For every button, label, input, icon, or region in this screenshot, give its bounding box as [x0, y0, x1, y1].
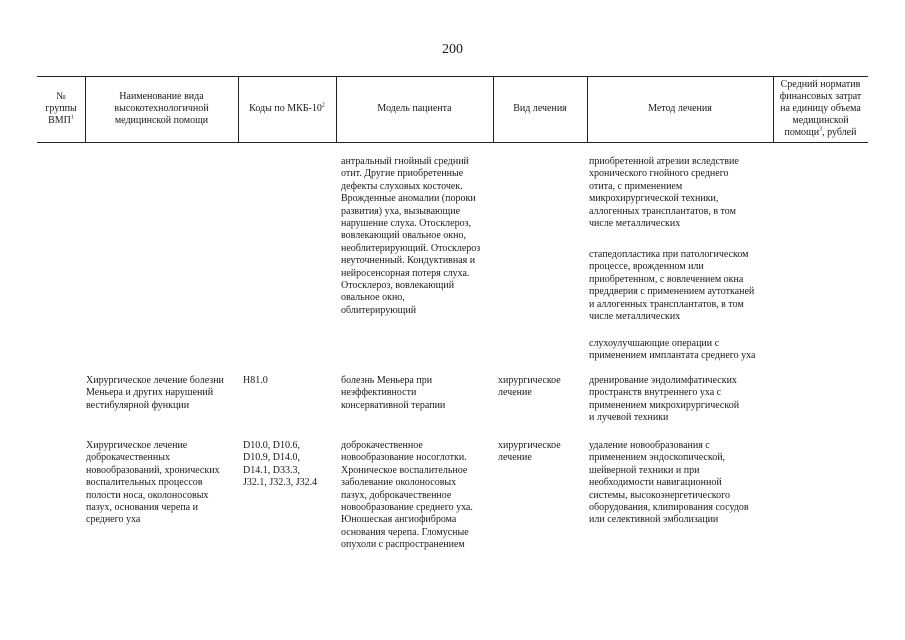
row2-patient-model: болезнь Меньера при неэффективности консервативной терапии — [341, 375, 446, 411]
row1-method-1: приобретенной атрезии вследствие хронического гнойного среднего отита, с применением микрохирургической техники, аллогенных трансплантатов, в том числе металлических — [589, 156, 739, 230]
row2-icd-codes: H81.0 — [243, 375, 268, 386]
row2-care-type: Хирургическое лечение болезни Меньера и других нарушений вестибулярной функции — [86, 375, 224, 411]
header-bottom-border — [37, 142, 868, 143]
row1-patient-model: антральный гнойный средний отит. Другие приобретенные дефекты слуховых косточек. Врожденные аномалии (пороки развития) уха, вызывающие нарушение слуха. Отосклероз, вовлекающий овальное окно, необлитерирующий. Отосклероз неуточненный. Кондуктивная и нейросенсорная потеря слуха. Отосклероз, вовлекающий овальное окно, облитерирующий — [341, 156, 481, 316]
row2-method-1: дренирование эндолимфатических пространств внутреннего уха с применением микрохирургической и лучевой техники — [589, 375, 740, 424]
table-header — [37, 76, 868, 142]
header-col-treatment-method: Метод лечения — [648, 103, 712, 114]
row3-method-1: удаление новообразования с применением эндоскопической, шейверной техники и при необходимости навигационной системы, высокоэнергетического оборудования, клипирования сосудов или селективной эмболизации — [589, 440, 749, 526]
header-col-icd-codes: Коды по МКБ-$10^2$ — [249, 102, 325, 114]
row3-care-type: Хирургическое лечение доброкачественных новообразований, хронических воспалительных процессов полости носа, околоносовых пазух, основания черепа и среднего уха — [86, 440, 220, 526]
header-col-cost-norm: Средний норматив финансовых затрат на единицу объема медицинской помощи$^3$, рублей — [779, 79, 862, 138]
header-col-treatment-type: Вид лечения — [513, 103, 567, 114]
row3-icd-codes: D10.0, D10.6, D10.9, D14.0, D14.1, D33.3, J32.1, J32.3, J32.4 — [243, 440, 318, 489]
row1-method-3: слухоулучшающие операции с применением имплантата среднего уха — [589, 338, 756, 362]
page-number: 200 — [442, 42, 463, 57]
row1-method-2: стапедопластика при патологическом процессе, врожденном или приобретенном, с вовлечением окна преддверия с применением аутотканей и аллогенных трансплантатов, в том числе металлических — [589, 249, 755, 323]
row3-patient-model: доброкачественное новообразование носоглотки. Хроническое воспалительное заболевание околоносовых пазух, доброкачественное новообразование среднего уха. Юношеская ангиофиброма основания черепа. Гломусные опухоли с распространением — [341, 440, 473, 551]
header-col-patient-model: Модель пациента — [377, 103, 452, 114]
row3-treatment-type: хирургическое лечение — [498, 440, 561, 464]
row2-treatment-type: хирургическое лечение — [498, 375, 561, 399]
header-col-group-number: № группы ВМП$^1$ — [45, 91, 77, 126]
header-col-care-type: Наименование вида высокотехнологичной медицинской помощи — [114, 91, 209, 126]
